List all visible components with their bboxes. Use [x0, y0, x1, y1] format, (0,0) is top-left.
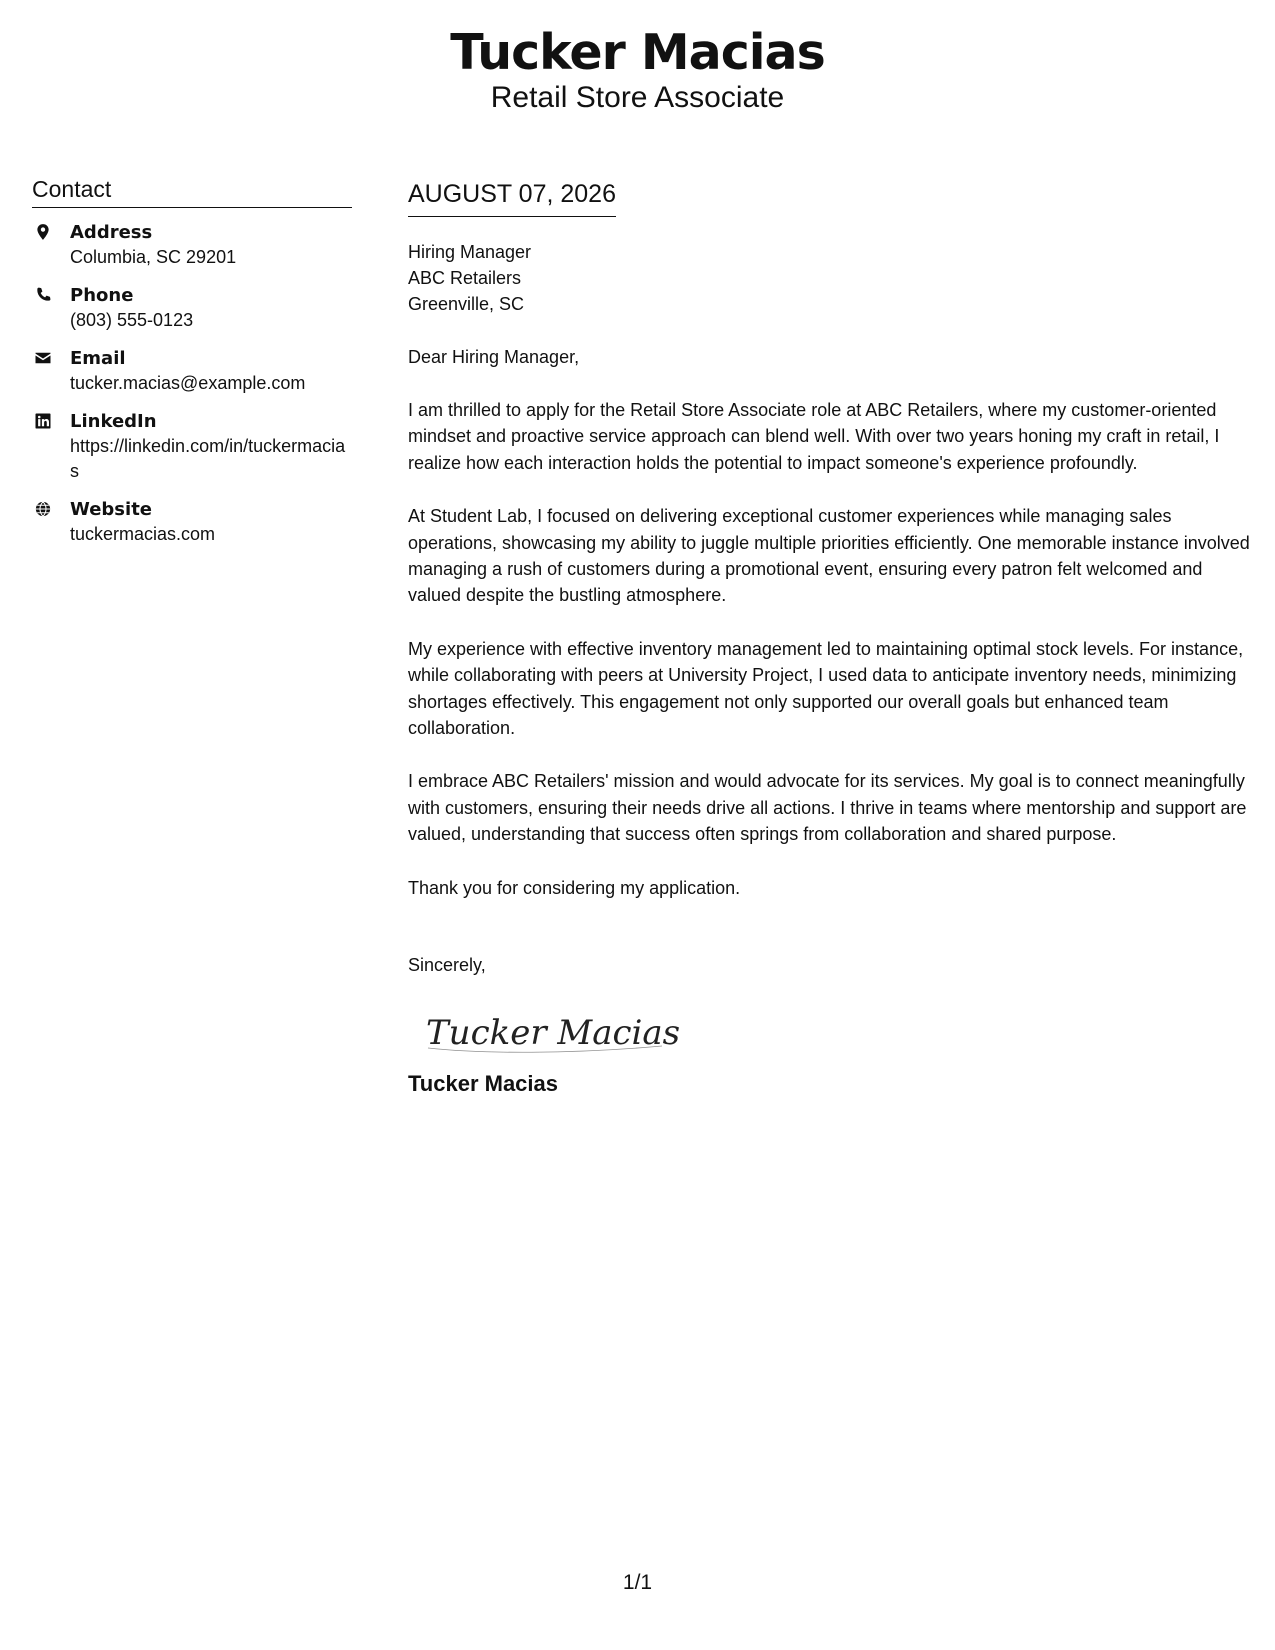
website-link[interactable]: tuckermacias.com [70, 524, 216, 544]
contact-list [32, 220, 352, 547]
applicant-name: Tucker Macias [450, 24, 825, 81]
letter-date-block [408, 178, 616, 217]
recipient-line: ABC Retailers [408, 268, 522, 288]
recipient-block [408, 239, 1253, 317]
linkedin-link[interactable]: https://linkedin.com/in/tuckermacias [70, 436, 346, 481]
body-paragraph: I am thrilled to apply for the Retail Store Associate role at ABC Retailers, where my customer-oriented mindset and proactive service approach can blend well. With over two years honing my craft in retail, I realize how each interaction holds the potential to impact someone's experience profoundly. [408, 400, 1220, 473]
contact-item-website [32, 497, 352, 547]
letter-date: AUGUST 07, 2026 [408, 180, 616, 208]
contact-sidebar [32, 174, 352, 560]
address-value: Columbia, SC 29201 [70, 247, 237, 267]
salutation: Dear Hiring Manager, [408, 347, 580, 367]
body-paragraph: At Student Lab, I focused on delivering exceptional customer experiences while managing sales operations, showcasing my ability to juggle multiple priorities efficiently. One memorable instance involved managing a rush of customers during a promotional event, ensuring every patron felt welcomed and valued despite the bustling atmosphere. [408, 506, 1250, 606]
phone-icon [34, 286, 52, 304]
linkedin-icon [34, 412, 52, 430]
contact-label: Address [70, 222, 153, 243]
email-link[interactable]: tucker.macias@example.com [70, 373, 306, 393]
contact-item-email [32, 346, 352, 396]
contact-item-address [32, 220, 352, 270]
recipient-line: Greenville, SC [408, 294, 525, 314]
handwritten-signature [422, 1004, 682, 1060]
body-paragraph: I embrace ABC Retailers' mission and would advocate for its services. My goal is to connect meaningfully with customers, ensuring their needs drive all actions. I thrive in teams where mentorship and support are valued, understanding that success often springs from collaboration and shared purpose. [408, 771, 1247, 845]
envelope-icon [34, 349, 52, 367]
contact-label: Phone [70, 285, 134, 306]
recipient-line: Hiring Manager [408, 242, 532, 262]
letter-header [0, 22, 1275, 116]
body-paragraph: My experience with effective inventory management led to maintaining optimal stock levels. For instance, while collaborating with peers at University Project, I used data to anticipate inventory needs, minimizing shortages effectively. This engagement not only supported our overall goals but enhanced team collaboration. [408, 638, 1244, 739]
signer-name: Tucker Macias [408, 1071, 559, 1097]
page-number: 1/1 [622, 1571, 653, 1594]
contact-label: LinkedIn [70, 411, 157, 432]
phone-value: (803) 555-0123 [70, 310, 194, 330]
contact-label: Website [70, 499, 153, 520]
signature-text: Tucker Macias [426, 1013, 681, 1054]
letter-body [408, 178, 1253, 1098]
closing: Sincerely, [408, 955, 486, 976]
body-paragraph: Thank you for considering my application. [408, 877, 741, 898]
map-pin-icon [34, 223, 52, 241]
contact-item-linkedin [32, 409, 352, 484]
job-title: Retail Store Associate [490, 81, 785, 114]
contact-label: Email [70, 348, 126, 369]
contact-item-phone [32, 283, 352, 333]
contact-heading: Contact [32, 174, 352, 208]
globe-icon [34, 500, 52, 518]
